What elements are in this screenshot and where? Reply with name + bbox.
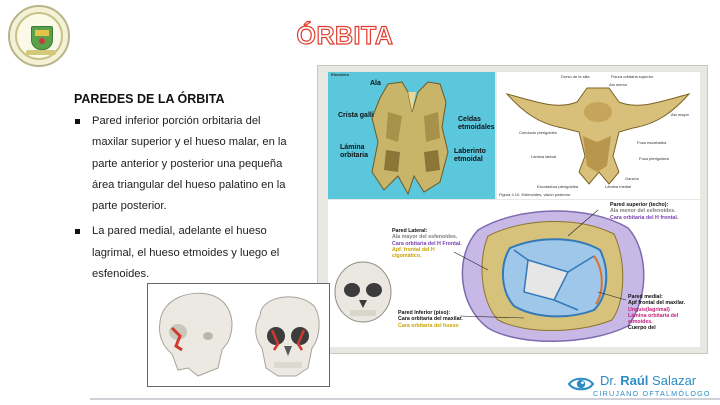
brand-logo [566, 371, 716, 399]
brand-name: Dr. Raúl Salazar [600, 373, 697, 388]
superior-wall-label: Pared superior (techo): Ala menor del esfenoides. Cara orbitaria del H frontal. [610, 202, 679, 221]
footer-divider [90, 398, 720, 400]
bullet-item: La pared medial, adelante el hueso lagrimal, el hueso etmoides y luego el esfenoides. [74, 221, 296, 285]
inferior-wall-label: Pared Inferior (piso): Cara orbitaria del maxilar. Cara orbitaria del hueso [398, 310, 463, 329]
slide-title: ÓRBITA [296, 22, 394, 50]
sphenoid-bone-illustration [497, 72, 700, 199]
skull-photo [147, 283, 330, 387]
figure-corner-label: Etmoides [331, 72, 350, 77]
figure-label: Lámina medial [605, 184, 632, 189]
figure-label: Fisura orbitaria superior [611, 74, 654, 79]
skull-views-illustration [148, 284, 329, 386]
orbit-walls-figure [328, 200, 700, 347]
eye-logo-icon [568, 375, 594, 393]
figure-label: Dorso de la silla [561, 74, 590, 79]
brand-subtitle: CIRUJANO OFTALMÓLOGO [593, 389, 711, 398]
figure-label: Ala mayor [671, 112, 690, 117]
figure-label: Ala menor [609, 82, 628, 87]
lateral-wall-label: Pared Lateral: Ala mayor del esfenoides. Cara orbitaria del H Frontal. Apf. frontal del H cigomático. [392, 228, 462, 260]
bullet-item: Pared inferior porción orbitaria del maxilar superior y el hueso malar, en la parte anterior y posterior una pequeña área triangular del hueso palatino en la parte posterior. [74, 111, 296, 217]
figure-label: Crista galli [338, 112, 374, 119]
figure-label: Ala [370, 80, 381, 87]
section-heading: PAREDES DE LA ÓRBITA [74, 92, 225, 106]
ethmoid-bone-illustration [328, 72, 495, 199]
figure-label: Lámina lateral [531, 154, 557, 159]
figure-label: Conducto pterigoideo [519, 130, 558, 135]
figure-label: Laberinto etmoidal [454, 148, 486, 163]
figure-label: Celdas etmoidales [458, 116, 495, 131]
figure-label: Fosa pterigoidea [639, 156, 669, 161]
medial-wall-label: Pared medial: Apf frontal del maxilar. Unguis(lagrimal) Lámina orbitaria del etmoides. Cuerpo del [628, 294, 686, 332]
sphenoid-figure [497, 72, 700, 199]
figure-label: Lámina orbitaria [340, 144, 369, 159]
figure-label: Fosa escafoidea [637, 140, 667, 145]
ethmoid-figure [328, 72, 495, 199]
figure-caption: Figura 4.10. Esfenoides, visión posterior. [499, 192, 572, 197]
figure-label: Escotadura pterigoidea [537, 184, 579, 189]
bullet-list [74, 111, 296, 289]
figure-label: Gancho [625, 176, 640, 181]
